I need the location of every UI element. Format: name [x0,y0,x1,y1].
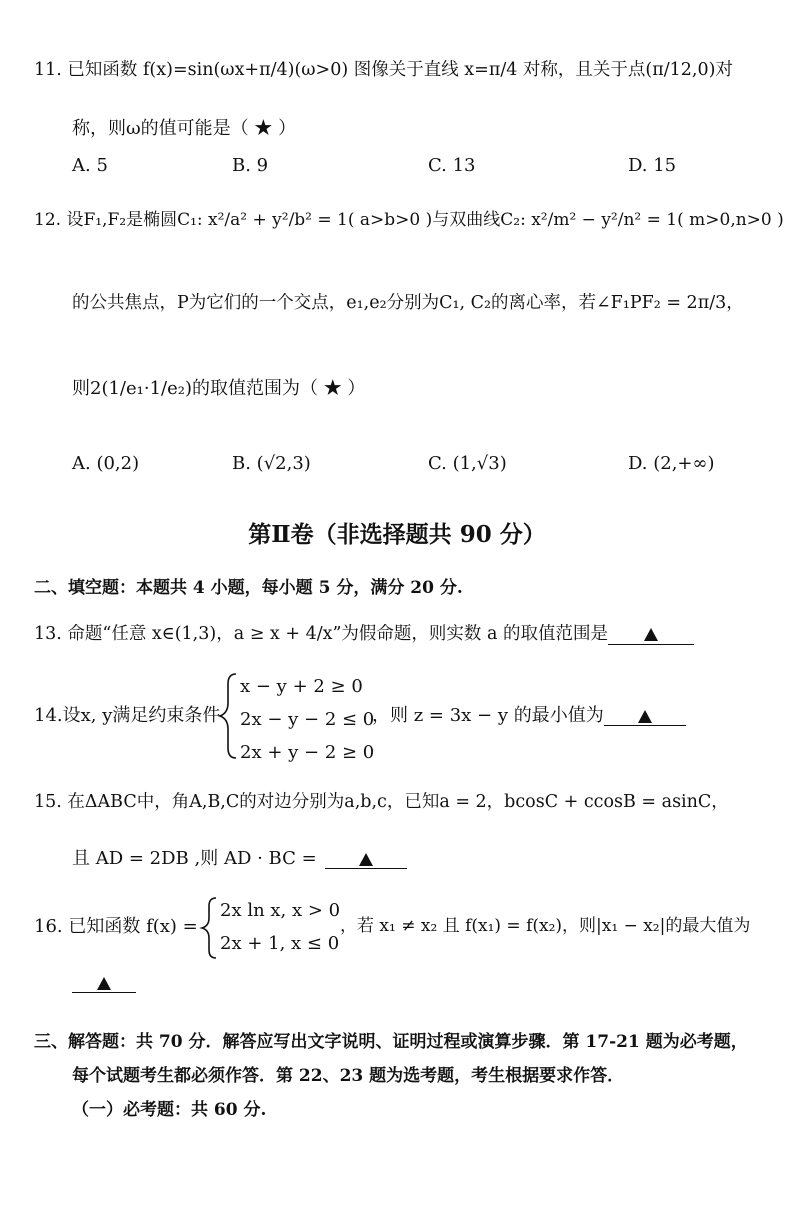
q12-option-c: C. (1,√3) [428,453,507,474]
q13-stem: 13. 命题“任意 x∈(1,3)，a ≥ x + 4/x”为假命题，则实数 a 的取值范围是 [34,624,608,644]
q11-option-c: C. 13 [428,155,476,176]
q11-option-a: A. 5 [72,155,108,176]
q11-line2: 称，则ω的值可能是（ ★ ） [72,118,297,139]
section3-line3: （一）必考题：共 60 分. [72,1100,267,1120]
q16-brace [202,898,216,958]
q14-constraint-2: 2x − y − 2 ≤ 0 [240,709,375,730]
q12-line1: 12. 设F₁,F₂是椭圆C₁: x²/a² + y²/b² = 1( a>b>0 )与双曲线C₂: x²/m² − y²/n² = 1( m>0,n>0 ) [34,210,784,230]
q11-option-d: D. 15 [628,155,677,176]
q14-prefix: 14.设x, y满足约束条件 [34,705,221,726]
q12-line2: 的公共焦点，P为它们的一个交点，e₁,e₂分别为C₁, C₂的离心率，若∠F₁PF₂ = 2π/3， [72,293,744,313]
section3-line2: 每个试题考生都必须作答．第 22、23 题为选考题，考生根据要求作答． [72,1066,625,1086]
q14-constraint-3: 2x + y − 2 ≥ 0 [240,742,375,763]
q12-option-b: B. (√2,3) [232,453,311,474]
section2-title: 第Ⅱ卷（非选择题共 90 分） [248,521,546,548]
fill-heading: 二、填空题：本题共 4 小题，每小题 5 分，满分 20 分. [34,578,463,598]
q16-piece-2: 2x + 1, x ≤ 0 [220,933,340,954]
q14-suffix: ，则 z = 3x − y 的最小值为 [372,705,604,726]
q16-piece-1: 2x ln x, x > 0 [220,900,341,921]
q14-constraint-1: x − y + 2 ≥ 0 [240,676,363,697]
q14-brace [220,674,236,758]
q15-line1: 15. 在ΔABC中，角A,B,C的对边分别为a,b,c，已知a = 2，bcosC + ccosB = asinC， [34,792,729,812]
q11-option-b: B. 9 [232,155,269,176]
q15-line2: 且 AD = 2DB ,则 AD · BC = [72,848,317,869]
q12-option-d: D. (2,+∞) [628,453,715,474]
q11-line1: 11. 已知函数 f(x)=sin(ωx+π/4)(ω>0) 图像关于直线 x=π/4 对称，且关于点(π/12,0)对 [34,60,733,80]
q16-suffix: ，若 x₁ ≠ x₂ 且 f(x₁) = f(x₂)，则|x₁ − x₂|的最大值为 [340,916,751,936]
section3-line1: 三、解答题：共 70 分．解答应写出文字说明、证明过程或演算步骤．第 17-21 题为必考题， [34,1032,748,1052]
q16-prefix: 16. 已知函数 f(x) = [34,916,198,937]
q12-option-a: A. (0,2) [72,453,140,474]
q12-line3: 则2(1/e₁·1/e₂)的取值范围为（ ★ ） [72,378,366,399]
